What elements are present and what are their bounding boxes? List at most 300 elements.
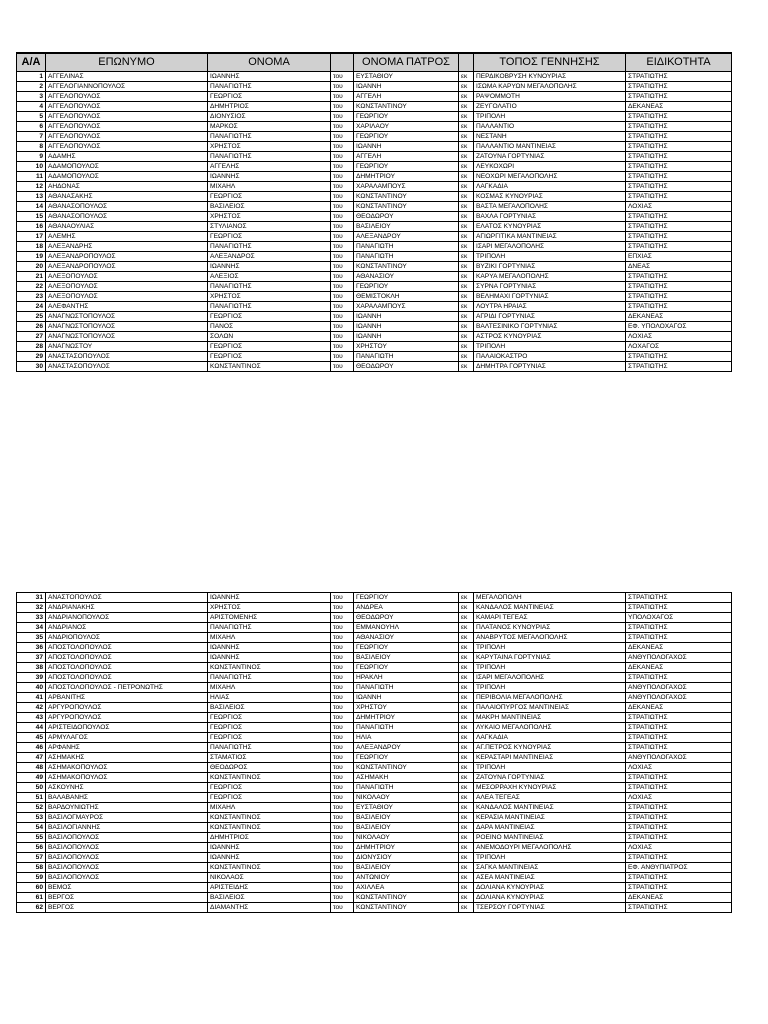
- father-name-cell: ΙΩΑΝΝΗ: [354, 332, 459, 342]
- row-number: 42: [17, 703, 46, 713]
- name-cell: ΠΑΝΑΓΙΩΤΗΣ: [208, 743, 331, 753]
- father-name-cell: ΑΝΔΡΕΑ: [354, 603, 459, 613]
- tou-cell: του: [331, 643, 354, 653]
- specialty-cell: ΔΝΕΑΣ: [626, 262, 732, 272]
- tou-cell: του: [331, 182, 354, 192]
- birthplace-cell: ΤΡΙΠΟΛΗ: [474, 853, 626, 863]
- father-name-cell: ΔΗΜΗΤΡΙΟΥ: [354, 172, 459, 182]
- table-body: [17, 72, 732, 372]
- tou-cell: του: [331, 613, 354, 623]
- tou-cell: του: [331, 683, 354, 693]
- ek-cell: εκ: [459, 713, 474, 723]
- tou-cell: του: [331, 893, 354, 903]
- header-name: ΟΝΟΜΑ: [208, 53, 331, 72]
- specialty-cell: ΛΟΧΙΑΣ: [626, 332, 732, 342]
- birthplace-cell: ΝΕΟΧΩΡΙ ΜΕΓΑΛΟΠΟΛΗΣ: [474, 172, 626, 182]
- surname-cell: ΑΛΕΦΑΝΤΗΣ: [46, 302, 208, 312]
- table-row: [17, 362, 732, 372]
- table-row: [17, 763, 732, 773]
- specialty-cell: ΔΕΚΑΝΕΑΣ: [626, 102, 732, 112]
- surname-cell: ΑΠΟΣΤΟΛΟΠΟΥΛΟΣ: [46, 643, 208, 653]
- ek-cell: εκ: [459, 342, 474, 352]
- name-cell: ΓΕΩΡΓΙΟΣ: [208, 192, 331, 202]
- birthplace-cell: ΑΝΑΒΡΥΤΟΣ ΜΕΓΑΛΟΠΟΛΗΣ: [474, 633, 626, 643]
- father-name-cell: ΚΩΝΣΤΑΝΤΙΝΟΥ: [354, 192, 459, 202]
- row-number: 57: [17, 853, 46, 863]
- father-name-cell: ΙΩΑΝΝΗ: [354, 82, 459, 92]
- tou-cell: του: [331, 743, 354, 753]
- surname-cell: ΒΑΣΙΛΟΠΟΥΛΟΣ: [46, 863, 208, 873]
- surname-cell: ΑΛΕΞΑΝΔΡΟΠΟΥΛΟΣ: [46, 252, 208, 262]
- birthplace-cell: ΡΑΨΟΜΜΟΤΗ: [474, 92, 626, 102]
- birthplace-cell: ΒΑΛΤΕΣΙΝΙΚΟ ΓΟΡΤΥΝΙΑΣ: [474, 322, 626, 332]
- birthplace-cell: ΕΛΑΤΟΣ ΚΥΝΟΥΡΙΑΣ: [474, 222, 626, 232]
- ek-cell: εκ: [459, 202, 474, 212]
- father-name-cell: ΙΩΑΝΝΗ: [354, 142, 459, 152]
- surname-cell: ΑΣΚΟΥΝΗΣ: [46, 783, 208, 793]
- birthplace-cell: ΚΕΡΑΣΤΑΡΙ ΜΑΝΤΙΝΕΙΑΣ: [474, 753, 626, 763]
- tou-cell: του: [331, 112, 354, 122]
- row-number: 1: [17, 72, 46, 82]
- ek-cell: εκ: [459, 893, 474, 903]
- father-name-cell: ΧΡΗΣΤΟΥ: [354, 703, 459, 713]
- ek-cell: εκ: [459, 883, 474, 893]
- roster-table-2: [16, 592, 732, 913]
- ek-cell: εκ: [459, 673, 474, 683]
- surname-cell: ΑΠΟΣΤΟΛΟΠΟΥΛΟΣ: [46, 673, 208, 683]
- row-number: 33: [17, 613, 46, 623]
- row-number: 22: [17, 282, 46, 292]
- surname-cell: ΑΓΓΕΛΟΠΟΥΛΟΣ: [46, 132, 208, 142]
- table-row: [17, 633, 732, 643]
- ek-cell: εκ: [459, 823, 474, 833]
- specialty-cell: ΣΤΡΑΤΙΩΤΗΣ: [626, 783, 732, 793]
- father-name-cell: ΝΙΚΟΛΑΟΥ: [354, 793, 459, 803]
- birthplace-cell: ΔΑΡΑ ΜΑΝΤΙΝΕΙΑΣ: [474, 823, 626, 833]
- surname-cell: ΑΓΓΕΛΟΠΟΥΛΟΣ: [46, 102, 208, 112]
- birthplace-cell: ΚΑΝΔΑΛΟΣ ΜΑΝΤΙΝΕΙΑΣ: [474, 803, 626, 813]
- specialty-cell: ΔΕΚΑΝΕΑΣ: [626, 663, 732, 673]
- table-row: [17, 192, 732, 202]
- name-cell: ΜΑΡΚΟΣ: [208, 122, 331, 132]
- table-row: [17, 873, 732, 883]
- birthplace-cell: ΤΣΕΡΣΟΥ ΓΟΡΤΥΝΙΑΣ: [474, 903, 626, 913]
- name-cell: ΝΙΚΟΛΑΟΣ: [208, 873, 331, 883]
- specialty-cell: ΣΤΡΑΤΙΩΤΗΣ: [626, 813, 732, 823]
- specialty-cell: ΣΤΡΑΤΙΩΤΗΣ: [626, 92, 732, 102]
- row-number: 27: [17, 332, 46, 342]
- name-cell: ΓΕΩΡΓΙΟΣ: [208, 723, 331, 733]
- name-cell: ΓΕΩΡΓΙΟΣ: [208, 733, 331, 743]
- tou-cell: του: [331, 272, 354, 282]
- specialty-cell: ΣΤΡΑΤΙΩΤΗΣ: [626, 853, 732, 863]
- father-name-cell: ΑΓΓΕΛΗ: [354, 152, 459, 162]
- father-name-cell: ΚΩΝΣΤΑΝΤΙΝΟΥ: [354, 262, 459, 272]
- specialty-cell: ΣΤΡΑΤΙΩΤΗΣ: [626, 833, 732, 843]
- name-cell: ΧΡΗΣΤΟΣ: [208, 603, 331, 613]
- tou-cell: του: [331, 322, 354, 332]
- specialty-cell: ΑΝΘΥΠΟΛΟΓΑΧΟΣ: [626, 683, 732, 693]
- specialty-cell: ΣΤΡΑΤΙΩΤΗΣ: [626, 302, 732, 312]
- table-row: [17, 623, 732, 633]
- table-row: [17, 352, 732, 362]
- name-cell: ΒΑΣΙΛΕΙΟΣ: [208, 703, 331, 713]
- name-cell: ΓΕΩΡΓΙΟΣ: [208, 783, 331, 793]
- table-row: [17, 783, 732, 793]
- table-row: [17, 603, 732, 613]
- ek-cell: εκ: [459, 653, 474, 663]
- table-row: [17, 863, 732, 873]
- row-number: 62: [17, 903, 46, 913]
- name-cell: ΣΟΛΩΝ: [208, 332, 331, 342]
- tou-cell: του: [331, 623, 354, 633]
- table-row: [17, 282, 732, 292]
- surname-cell: ΑΝΔΡΙΑΝΟΠΟΥΛΟΣ: [46, 613, 208, 623]
- ek-cell: εκ: [459, 733, 474, 743]
- ek-cell: εκ: [459, 162, 474, 172]
- birthplace-cell: ΜΑΚΡΗ ΜΑΝΤΙΝΕΙΑΣ: [474, 713, 626, 723]
- ek-cell: εκ: [459, 783, 474, 793]
- surname-cell: ΒΑΣΙΛΟΠΟΥΛΟΣ: [46, 853, 208, 863]
- name-cell: ΜΙΧΑΗΛ: [208, 683, 331, 693]
- tou-cell: του: [331, 142, 354, 152]
- tou-cell: του: [331, 292, 354, 302]
- specialty-cell: ΣΤΡΑΤΙΩΤΗΣ: [626, 162, 732, 172]
- birthplace-cell: ΔΗΜΗΤΡΑ ΓΟΡΤΥΝΙΑΣ: [474, 362, 626, 372]
- birthplace-cell: ΤΡΙΠΟΛΗ: [474, 643, 626, 653]
- name-cell: ΚΩΝΣΤΑΝΤΙΝΟΣ: [208, 823, 331, 833]
- specialty-cell: ΣΤΡΑΤΙΩΤΗΣ: [626, 152, 732, 162]
- father-name-cell: ΑΝΤΩΝΙΟΥ: [354, 873, 459, 883]
- birthplace-cell: ΠΑΛΛΑΝΤΙΟ: [474, 122, 626, 132]
- birthplace-cell: ΖΑΤΟΥΝΑ ΓΟΡΤΥΝΙΑΣ: [474, 773, 626, 783]
- name-cell: ΜΙΧΑΗΛ: [208, 182, 331, 192]
- birthplace-cell: ΣΑΓΚΑ ΜΑΝΤΙΝΕΙΑΣ: [474, 863, 626, 873]
- row-number: 25: [17, 312, 46, 322]
- specialty-cell: ΣΤΡΑΤΙΩΤΗΣ: [626, 673, 732, 683]
- surname-cell: ΑΝΑΓΝΩΣΤΟΠΟΥΛΟΣ: [46, 312, 208, 322]
- row-number: 38: [17, 663, 46, 673]
- row-number: 20: [17, 262, 46, 272]
- table-row: [17, 332, 732, 342]
- father-name-cell: ΔΗΜΗΤΡΙΟΥ: [354, 843, 459, 853]
- row-number: 8: [17, 142, 46, 152]
- birthplace-cell: ΙΣΑΡΙ ΜΕΓΑΛΟΠΟΛΗΣ: [474, 673, 626, 683]
- surname-cell: ΑΡΜΥΛΑΓΟΣ: [46, 733, 208, 743]
- father-name-cell: ΠΑΝΑΓΙΩΤΗ: [354, 252, 459, 262]
- tou-cell: του: [331, 362, 354, 372]
- birthplace-cell: ΛΟΥΤΡΑ ΗΡΑΙΑΣ: [474, 302, 626, 312]
- surname-cell: ΑΘΑΝΑΣΟΠΟΥΛΟΣ: [46, 212, 208, 222]
- surname-cell: ΑΠΟΣΤΟΛΟΠΟΥΛΟΣ: [46, 663, 208, 673]
- row-number: 51: [17, 793, 46, 803]
- specialty-cell: ΣΤΡΑΤΙΩΤΗΣ: [626, 773, 732, 783]
- tou-cell: του: [331, 653, 354, 663]
- table-row: [17, 212, 732, 222]
- surname-cell: ΑΛΕΞΑΝΔΡΟΠΟΥΛΟΣ: [46, 262, 208, 272]
- specialty-cell: ΣΤΡΑΤΙΩΤΗΣ: [626, 192, 732, 202]
- ek-cell: εκ: [459, 322, 474, 332]
- tou-cell: του: [331, 222, 354, 232]
- birthplace-cell: ΠΑΛΑΙΟΚΑΣΤΡΟ: [474, 352, 626, 362]
- birthplace-cell: ΠΕΡΙΒΟΛΙΑ ΜΕΓΑΛΟΠΟΛΗΣ: [474, 693, 626, 703]
- ek-cell: εκ: [459, 873, 474, 883]
- father-name-cell: ΑΣΗΜΑΚΗ: [354, 773, 459, 783]
- table-row: [17, 733, 732, 743]
- father-name-cell: ΧΑΡΑΛΑΜΠΟΥΣ: [354, 182, 459, 192]
- ek-cell: εκ: [459, 863, 474, 873]
- name-cell: ΧΡΗΣΤΟΣ: [208, 292, 331, 302]
- surname-cell: ΑΘΑΝΑΣΑΚΗΣ: [46, 192, 208, 202]
- table-row: [17, 593, 732, 603]
- row-number: 12: [17, 182, 46, 192]
- row-number: 37: [17, 653, 46, 663]
- father-name-cell: ΗΛΙΑ: [354, 733, 459, 743]
- ek-cell: εκ: [459, 142, 474, 152]
- table-row: [17, 342, 732, 352]
- tou-cell: του: [331, 823, 354, 833]
- birthplace-cell: ΑΓΙΩΡΓΙΤΙΚΑ ΜΑΝΤΙΝΕΙΑΣ: [474, 232, 626, 242]
- ek-cell: εκ: [459, 793, 474, 803]
- name-cell: ΣΤΑΜΑΤΙΟΣ: [208, 753, 331, 763]
- ek-cell: εκ: [459, 703, 474, 713]
- specialty-cell: ΣΤΡΑΤΙΩΤΗΣ: [626, 713, 732, 723]
- name-cell: ΠΑΝΑΓΙΩΤΗΣ: [208, 282, 331, 292]
- tou-cell: του: [331, 603, 354, 613]
- ek-cell: εκ: [459, 813, 474, 823]
- birthplace-cell: ΛΑΓΚΑΔΙΑ: [474, 733, 626, 743]
- father-name-cell: ΚΩΝΣΤΑΝΤΙΝΟΥ: [354, 763, 459, 773]
- specialty-cell: ΣΤΡΑΤΙΩΤΗΣ: [626, 733, 732, 743]
- surname-cell: ΑΔΑΜΟΠΟΥΛΟΣ: [46, 172, 208, 182]
- specialty-cell: ΣΤΡΑΤΙΩΤΗΣ: [626, 352, 732, 362]
- name-cell: ΓΕΩΡΓΙΟΣ: [208, 342, 331, 352]
- surname-cell: ΑΛΕΞΟΠΟΥΛΟΣ: [46, 292, 208, 302]
- father-name-cell: ΗΡΑΚΛΗ: [354, 673, 459, 683]
- specialty-cell: ΔΕΚΑΝΕΑΣ: [626, 643, 732, 653]
- ek-cell: εκ: [459, 132, 474, 142]
- tou-cell: του: [331, 843, 354, 853]
- specialty-cell: ΣΤΡΑΤΙΩΤΗΣ: [626, 633, 732, 643]
- surname-cell: ΑΝΑΣΤΑΣΟΠΟΥΛΟΣ: [46, 352, 208, 362]
- ek-cell: εκ: [459, 122, 474, 132]
- table-row: [17, 803, 732, 813]
- specialty-cell: ΣΤΡΑΤΙΩΤΗΣ: [626, 593, 732, 603]
- tou-cell: του: [331, 262, 354, 272]
- father-name-cell: ΒΑΣΙΛΕΙΟΥ: [354, 653, 459, 663]
- father-name-cell: ΒΑΣΙΛΕΙΟΥ: [354, 863, 459, 873]
- ek-cell: εκ: [459, 212, 474, 222]
- table-row: [17, 813, 732, 823]
- name-cell: ΓΕΩΡΓΙΟΣ: [208, 312, 331, 322]
- table-row: [17, 152, 732, 162]
- ek-cell: εκ: [459, 593, 474, 603]
- table-row: [17, 172, 732, 182]
- father-name-cell: ΓΕΩΡΓΙΟΥ: [354, 753, 459, 763]
- name-cell: ΔΗΜΗΤΡΙΟΣ: [208, 833, 331, 843]
- birthplace-cell: ΚΕΡΑΣΙΑ ΜΑΝΤΙΝΕΙΑΣ: [474, 813, 626, 823]
- surname-cell: ΑΝΑΓΝΩΣΤΟΠΟΥΛΟΣ: [46, 332, 208, 342]
- father-name-cell: ΑΧΙΛΛΕΑ: [354, 883, 459, 893]
- surname-cell: ΑΠΟΣΤΟΛΟΠΟΥΛΟΣ - ΠΕΤΡΟΝΩΤΗΣ: [46, 683, 208, 693]
- table-row: [17, 673, 732, 683]
- father-name-cell: ΚΩΝΣΤΑΝΤΙΝΟΥ: [354, 893, 459, 903]
- name-cell: ΑΡΙΣΤΟΜΕΝΗΣ: [208, 613, 331, 623]
- surname-cell: ΑΘΑΝΑΣΟΠΟΥΛΟΣ: [46, 202, 208, 212]
- row-number: 30: [17, 362, 46, 372]
- birthplace-cell: ΛΥΚΑΙΟ ΜΕΓΑΛΟΠΟΛΗΣ: [474, 723, 626, 733]
- table-row: [17, 893, 732, 903]
- ek-cell: εκ: [459, 693, 474, 703]
- ek-cell: εκ: [459, 102, 474, 112]
- birthplace-cell: ΛΑΓΚΑΔΙΑ: [474, 182, 626, 192]
- table-row: [17, 823, 732, 833]
- surname-cell: ΑΛΕΜΗΣ: [46, 232, 208, 242]
- surname-cell: ΑΝΑΣΤΟΠΟΥΛΟΣ: [46, 593, 208, 603]
- father-name-cell: ΓΕΩΡΓΙΟΥ: [354, 112, 459, 122]
- surname-cell: ΒΕΜΟΣ: [46, 883, 208, 893]
- birthplace-cell: ΤΡΙΠΟΛΗ: [474, 252, 626, 262]
- name-cell: ΚΩΝΣΤΑΝΤΙΝΟΣ: [208, 663, 331, 673]
- row-number: 13: [17, 192, 46, 202]
- tou-cell: του: [331, 202, 354, 212]
- specialty-cell: ΣΤΡΑΤΙΩΤΗΣ: [626, 903, 732, 913]
- ek-cell: εκ: [459, 72, 474, 82]
- row-number: 7: [17, 132, 46, 142]
- specialty-cell: ΣΤΡΑΤΙΩΤΗΣ: [626, 362, 732, 372]
- tou-cell: του: [331, 753, 354, 763]
- surname-cell: ΑΡΦΑΝΗΣ: [46, 743, 208, 753]
- surname-cell: ΑΣΗΜΑΚΗΣ: [46, 753, 208, 763]
- name-cell: ΙΩΑΝΝΗΣ: [208, 172, 331, 182]
- specialty-cell: ΥΠΟΛΟΧΑΓΟΣ: [626, 613, 732, 623]
- row-number: 46: [17, 743, 46, 753]
- surname-cell: ΑΠΟΣΤΟΛΟΠΟΥΛΟΣ: [46, 653, 208, 663]
- tou-cell: του: [331, 903, 354, 913]
- tou-cell: του: [331, 853, 354, 863]
- row-number: 26: [17, 322, 46, 332]
- header-blank: [331, 53, 354, 72]
- table-row: [17, 773, 732, 783]
- tou-cell: του: [331, 82, 354, 92]
- surname-cell: ΒΑΣΙΛΟΠΟΥΛΟΣ: [46, 843, 208, 853]
- father-name-cell: ΧΑΡΑΛΑΜΠΟΥΣ: [354, 302, 459, 312]
- row-number: 23: [17, 292, 46, 302]
- row-number: 54: [17, 823, 46, 833]
- row-number: 32: [17, 603, 46, 613]
- ek-cell: εκ: [459, 92, 474, 102]
- father-name-cell: ΙΩΑΝΝΗ: [354, 312, 459, 322]
- tou-cell: του: [331, 813, 354, 823]
- father-name-cell: ΓΕΩΡΓΙΟΥ: [354, 282, 459, 292]
- tou-cell: του: [331, 873, 354, 883]
- tou-cell: του: [331, 122, 354, 132]
- table-row: [17, 202, 732, 212]
- table-row: [17, 322, 732, 332]
- header-aa: Α/Α: [17, 53, 46, 72]
- surname-cell: ΑΛΕΞΟΠΟΥΛΟΣ: [46, 282, 208, 292]
- name-cell: ΧΡΗΣΤΟΣ: [208, 212, 331, 222]
- tou-cell: του: [331, 593, 354, 603]
- birthplace-cell: ΠΑΛΑΙΟΠΥΡΓΟΣ ΜΑΝΤΙΝΕΙΑΣ: [474, 703, 626, 713]
- ek-cell: εκ: [459, 623, 474, 633]
- birthplace-cell: ΣΥΡΝΑ ΓΟΡΤΥΝΙΑΣ: [474, 282, 626, 292]
- row-number: 61: [17, 893, 46, 903]
- specialty-cell: ΣΤΡΑΤΙΩΤΗΣ: [626, 873, 732, 883]
- specialty-cell: ΣΤΡΑΤΙΩΤΗΣ: [626, 212, 732, 222]
- ek-cell: εκ: [459, 82, 474, 92]
- row-number: 24: [17, 302, 46, 312]
- tou-cell: του: [331, 883, 354, 893]
- ek-cell: εκ: [459, 362, 474, 372]
- father-name-cell: ΔΙΟΝΥΣΙΟΥ: [354, 853, 459, 863]
- table-row: [17, 753, 732, 763]
- father-name-cell: ΑΘΑΝΑΣΙΟΥ: [354, 272, 459, 282]
- birthplace-cell: ΑΓ.ΠΕΤΡΟΣ ΚΥΝΟΥΡΙΑΣ: [474, 743, 626, 753]
- table-row: [17, 312, 732, 322]
- name-cell: ΜΙΧΑΗΛ: [208, 633, 331, 643]
- name-cell: ΜΙΧΑΗΛ: [208, 803, 331, 813]
- surname-cell: ΒΑΛΑΒΑΝΗΣ: [46, 793, 208, 803]
- specialty-cell: ΣΤΡΑΤΙΩΤΗΣ: [626, 232, 732, 242]
- table-row: [17, 743, 732, 753]
- surname-cell: ΑΝΔΡΙΑΝΑΚΗΣ: [46, 603, 208, 613]
- ek-cell: εκ: [459, 723, 474, 733]
- birthplace-cell: ΙΣΑΡΙ ΜΕΓΑΛΟΠΟΛΗΣ: [474, 242, 626, 252]
- tou-cell: του: [331, 232, 354, 242]
- row-number: 2: [17, 82, 46, 92]
- ek-cell: εκ: [459, 292, 474, 302]
- table-row: [17, 242, 732, 252]
- name-cell: ΑΡΙΣΤΕΙΔΗΣ: [208, 883, 331, 893]
- tou-cell: του: [331, 132, 354, 142]
- ek-cell: εκ: [459, 633, 474, 643]
- table-body: [17, 593, 732, 913]
- surname-cell: ΒΑΣΙΛΟΓΙΑΝΝΗΣ: [46, 823, 208, 833]
- tou-cell: του: [331, 663, 354, 673]
- birthplace-cell: ΤΡΙΠΟΛΗ: [474, 763, 626, 773]
- surname-cell: ΑΝΔΡΙΟΠΟΥΛΟΣ: [46, 633, 208, 643]
- surname-cell: ΑΝΑΓΝΩΣΤΟΠΟΥΛΟΣ: [46, 322, 208, 332]
- tou-cell: του: [331, 252, 354, 262]
- birthplace-cell: ΔΟΛΙΑΝΑ ΚΥΝΟΥΡΙΑΣ: [474, 893, 626, 903]
- name-cell: ΙΩΑΝΝΗΣ: [208, 72, 331, 82]
- specialty-cell: ΕΠΧΙΑΣ: [626, 252, 732, 262]
- birthplace-cell: ΑΣΤΡΟΣ ΚΥΝΟΥΡΙΑΣ: [474, 332, 626, 342]
- surname-cell: ΑΓΓΕΛΟΠΟΥΛΟΣ: [46, 92, 208, 102]
- name-cell: ΔΙΟΝΥΣΙΟΣ: [208, 112, 331, 122]
- name-cell: ΑΓΓΕΛΗΣ: [208, 162, 331, 172]
- father-name-cell: ΕΥΣΤΑΘΙΟΥ: [354, 72, 459, 82]
- ek-cell: εκ: [459, 613, 474, 623]
- tou-cell: του: [331, 192, 354, 202]
- name-cell: ΠΑΝΑΓΙΩΤΗΣ: [208, 132, 331, 142]
- surname-cell: ΑΡΙΣΤΕΙΔΟΠΟΥΛΟΣ: [46, 723, 208, 733]
- ek-cell: εκ: [459, 192, 474, 202]
- name-cell: ΓΕΩΡΓΙΟΣ: [208, 352, 331, 362]
- roster-table-1: [16, 52, 732, 372]
- birthplace-cell: ΤΡΙΠΟΛΗ: [474, 112, 626, 122]
- name-cell: ΠΑΝΑΓΙΩΤΗΣ: [208, 623, 331, 633]
- father-name-cell: ΚΩΝΣΤΑΝΤΙΝΟΥ: [354, 102, 459, 112]
- father-name-cell: ΑΛΕΞΑΝΔΡΟΥ: [354, 232, 459, 242]
- name-cell: ΠΑΝΑΓΙΩΤΗΣ: [208, 152, 331, 162]
- table-row: [17, 292, 732, 302]
- specialty-cell: ΑΝΘΥΠΟΛΟΓΑΧΟΣ: [626, 653, 732, 663]
- specialty-cell: ΣΤΡΑΤΙΩΤΗΣ: [626, 132, 732, 142]
- name-cell: ΙΩΑΝΝΗΣ: [208, 853, 331, 863]
- ek-cell: εκ: [459, 232, 474, 242]
